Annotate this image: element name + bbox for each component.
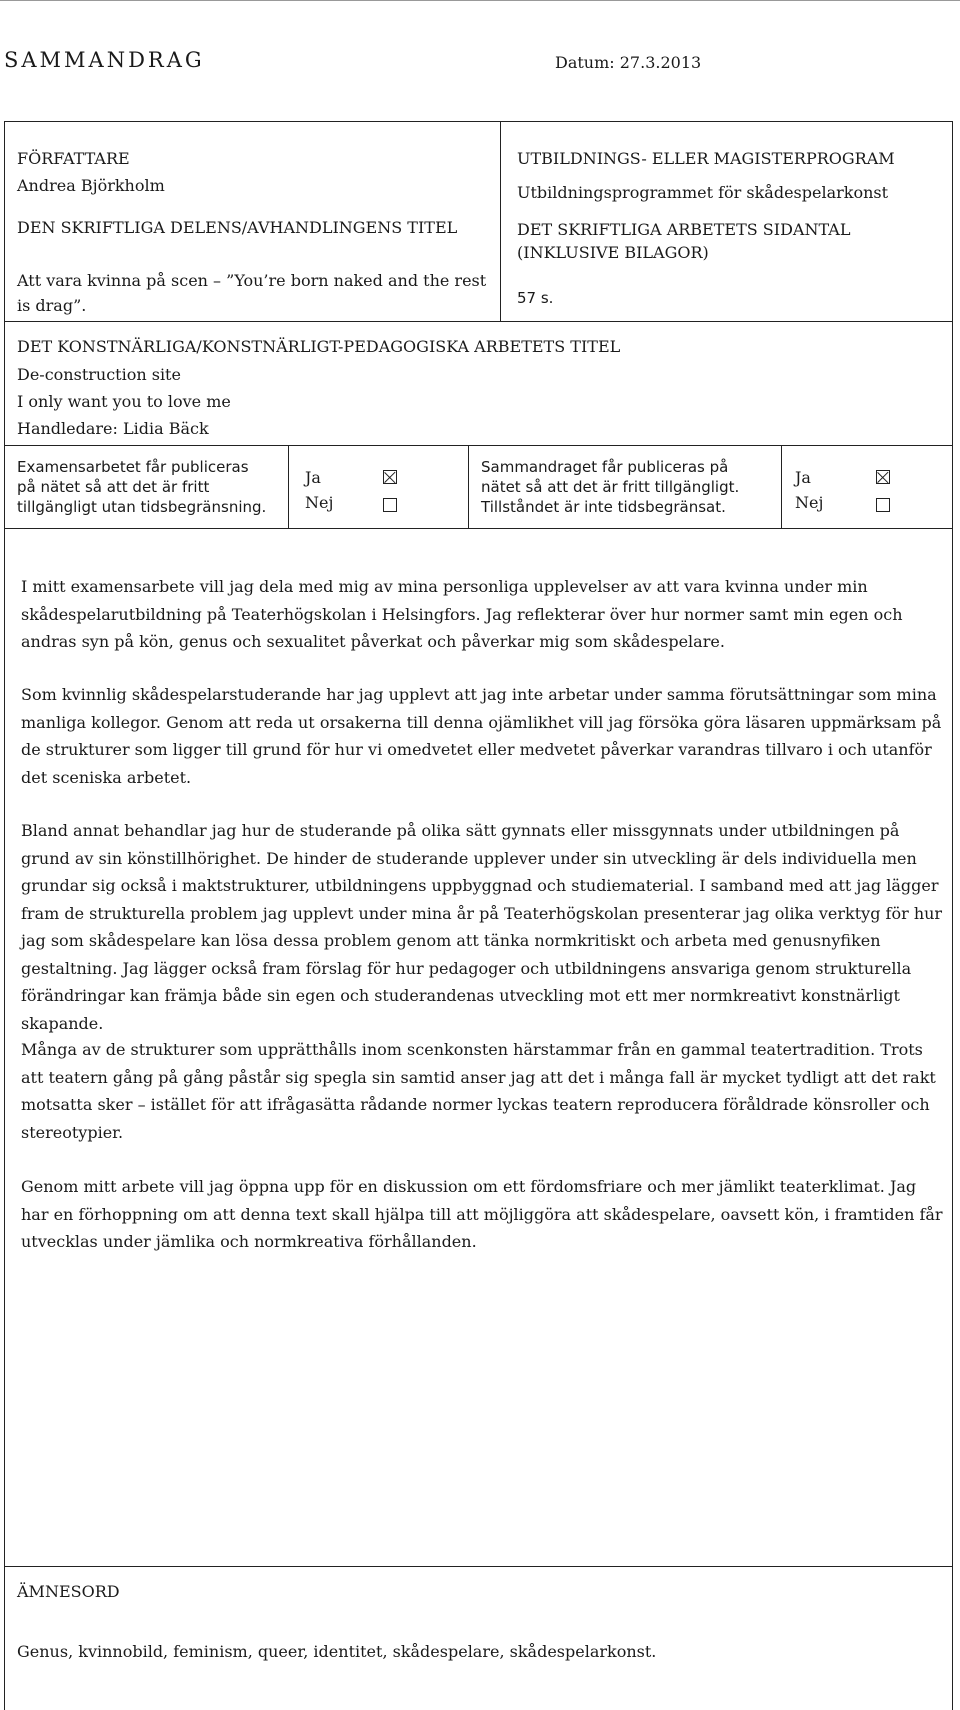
thesis-title-line1: Att vara kvinna på scen – ”You’re born naked and the rest xyxy=(17,271,487,290)
abstract-paragraph-4: Många av de strukturer som upprätthålls inom scenkonsten härstammar från en gammal teatertradition. Trots att teatern gång på gång påstår sig spegla sin samtid anser jag att det i många fall är mycket tydligt att det rakt motsatta sker – istället för att ifrågasätta rådande normer lyckas teatern reproducera föråldrade könsroller och stereotypier. xyxy=(21,1040,936,1142)
abstract-box xyxy=(4,528,953,1567)
artistic-work-line2: I only want you to love me xyxy=(17,392,231,411)
publish-thesis-text-2: på nätet så att det är fritt xyxy=(17,478,210,496)
artistic-work-line1: De-construction site xyxy=(17,365,181,384)
artistic-work-label: DET KONSTNÄRLIGA/KONSTNÄRLIGT-PEDAGOGISKA ARBETETS TITEL xyxy=(17,337,621,356)
author-name: Andrea Björkholm xyxy=(17,176,165,195)
abstract-paragraph-2: Som kvinnlig skådespelarstuderande har jag upplevt att jag inte arbetar under samma förutsättningar som mina manliga kollegor. Genom att reda ut orsakerna till denna ojämlikhet vill jag försöka göra läsaren uppmärksam på de strukturer som ligger till grund för hur vi omedvetet eller medvetet påverkar varandras tillvaro i och utanför det sceniska arbetet. xyxy=(21,685,942,787)
top-rule xyxy=(0,0,960,1)
program-name: Utbildningsprogrammet för skådespelarkonst xyxy=(517,183,889,202)
metadata-box xyxy=(4,121,953,322)
publish-divider-2 xyxy=(468,445,469,529)
metadata-divider xyxy=(500,122,501,321)
page-count-label-line1: DET SKRIFTLIGA ARBETETS SIDANTAL xyxy=(517,220,851,239)
keywords-box xyxy=(4,1566,953,1710)
publish-thesis-text-3: tillgängligt utan tidsbegränsning. xyxy=(17,498,267,516)
publish-row-rule xyxy=(5,445,952,446)
thesis-title-label: DEN SKRIFTLIGA DELENS/AVHANDLINGENS TITEL xyxy=(17,218,458,237)
publish-summary-text-3: Tillståndet är inte tidsbegränsat. xyxy=(481,498,726,516)
author-label: FÖRFATTARE xyxy=(17,149,130,168)
page-count-label-line2: (INKLUSIVE BILAGOR) xyxy=(517,243,709,262)
publish-summary-no-label: Nej xyxy=(795,493,824,512)
abstract-paragraph-3: Bland annat behandlar jag hur de studerande på olika sätt gynnats eller missgynnats under utbildningen på grund av sin könstillhörighet. De hinder de studerande upplever under sin utveckling är dels individuella men grundar sig också i maktstrukturer, utbildningens uppbyggnad och studiematerial. I samband med att jag lägger fram de strukturella problem jag upplevt under mina år på Teaterhögskolan presenterar jag olika verktyg för hur jag som skådespelare kan lösa dessa problem genom att tänka normkritiskt och arbeta med genusnyfiken gestaltning. Jag lägger också fram förslag för hur pedagoger och utbildningens ansvariga genom strukturella förändringar kan främja både sin egen och studerandenas utveckling mot ett mer normkreativt konstnärligt skapande. xyxy=(21,821,943,1033)
abstract-paragraph-1: I mitt examensarbete vill jag dela med mig av mina personliga upplevelser av att vara kvinna under min skådespelarutbildning på Teaterhögskolan i Helsingfors. Jag reflekterar över hur normer samt min egen och andras syn på kön, genus och sexualitet påverkat och påverkar mig som skådespelare. xyxy=(21,577,903,651)
publish-thesis-no-label: Nej xyxy=(305,493,334,512)
keywords-value: Genus, kvinnobild, feminism, queer, identitet, skådespelare, skådespelarkonst. xyxy=(17,1642,657,1661)
publish-thesis-text-1: Examensarbetet får publiceras xyxy=(17,458,249,476)
artistic-work-box xyxy=(4,321,953,529)
publish-summary-yes-label: Ja xyxy=(795,468,811,487)
program-label: UTBILDNINGS- ELLER MAGISTERPROGRAM xyxy=(517,149,895,168)
publish-thesis-no-checkbox[interactable] xyxy=(383,498,397,512)
publish-summary-text-2: nätet så att det är fritt tillgängligt. xyxy=(481,478,740,496)
supervisor: Handledare: Lidia Bäck xyxy=(17,419,209,438)
thesis-title-line2: is drag”. xyxy=(17,296,87,315)
publish-summary-text-1: Sammandraget får publiceras på xyxy=(481,458,729,476)
document-title: SAMMANDRAG xyxy=(4,48,205,72)
publish-thesis-yes-checkbox[interactable] xyxy=(383,470,397,484)
publish-divider-1 xyxy=(288,445,289,529)
document-date: Datum: 27.3.2013 xyxy=(555,53,702,72)
keywords-label: ÄMNESORD xyxy=(17,1582,120,1601)
publish-summary-yes-checkbox[interactable] xyxy=(876,470,890,484)
page-count-value: 57 s. xyxy=(517,289,554,307)
publish-summary-no-checkbox[interactable] xyxy=(876,498,890,512)
publish-divider-3 xyxy=(781,445,782,529)
publish-thesis-yes-label: Ja xyxy=(305,468,321,487)
abstract-paragraph-5: Genom mitt arbete vill jag öppna upp för en diskussion om ett fördomsfriare och mer jämlikt teaterklimat. Jag har en förhoppning om att denna text skall hjälpa till att möjliggöra att skådespelare, oavsett kön, i framtiden får utvecklas under jämlika och normkreativa förhållanden. xyxy=(21,1177,943,1251)
